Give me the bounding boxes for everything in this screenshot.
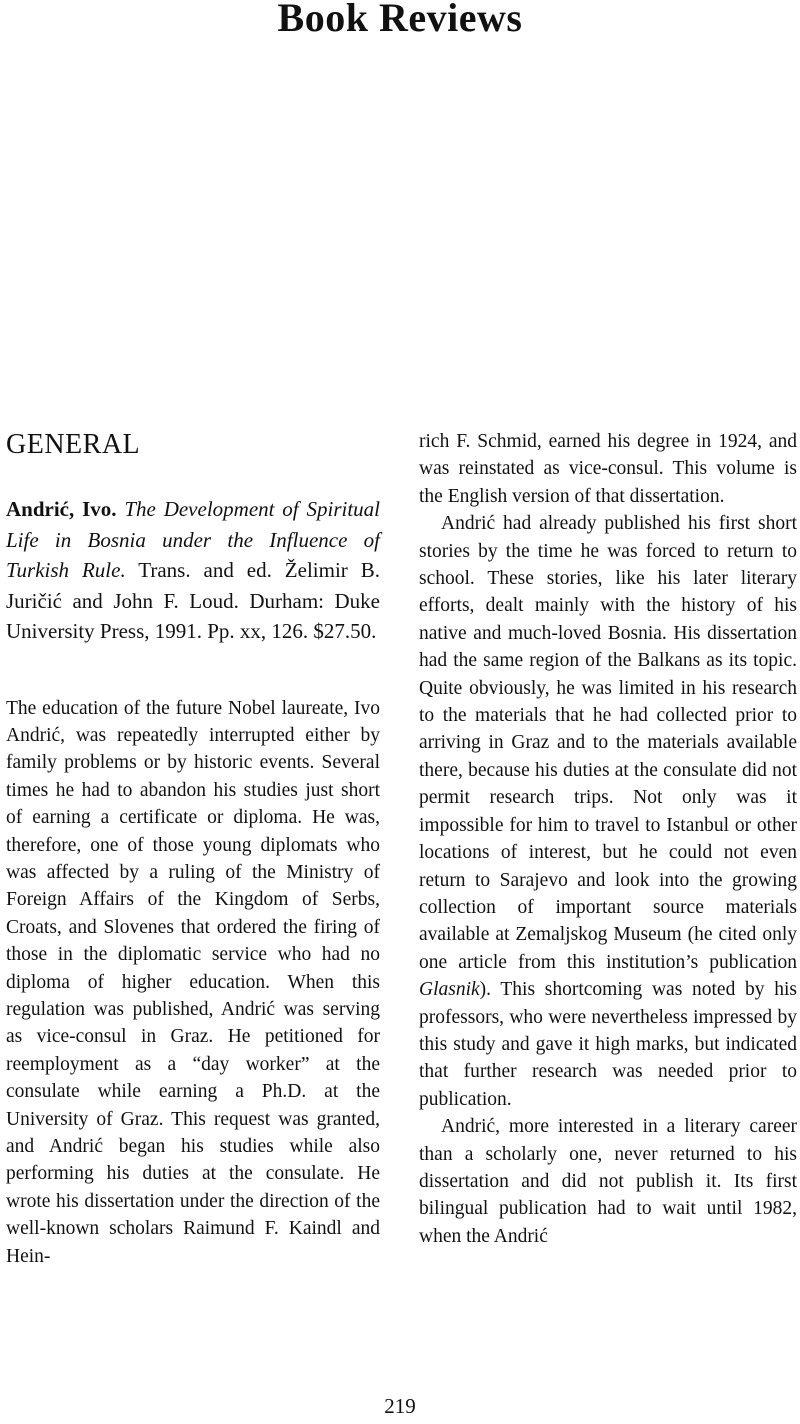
- book-citation: [6, 494, 380, 647]
- right-column: [419, 428, 797, 1250]
- citation-author: Andrić, Ivo.: [6, 497, 117, 521]
- review-paragraph-2: [419, 510, 797, 1113]
- section-heading: GENERAL: [6, 429, 141, 460]
- paragraph-2-text-b: ). This shortcoming was noted by his professors, who were nevertheless impressed by this study and gave it high marks, but indicated that further research was needed prior to publication.: [419, 979, 797, 1110]
- citation-book-title: The Development of Spiritual Life in Bosnia under the Influence of Turkish Rule.: [6, 497, 380, 582]
- paragraph-2-text-a: Andrić had already published his first short stories by the time he was forced to return to school. These stories, like his later literary efforts, dealt mainly with the history of his native and much-loved Bosnia. His dissertation had the same region of the Balkans as its topic. Quite obviously, he was limited in his research to the materials that he had collected prior to arriving in Graz and to the materials available there, because his duties at the consulate did not permit research trips. Not only was it impossible for him to travel to Istanbul or other locations of interest, but he could not even return to Sarajevo and look into the growing collection of important source materials available at Zemaljskog Museum (he cited only one article from this institution’s publication: [419, 513, 797, 973]
- left-column: [6, 428, 380, 1270]
- review-paragraph-3: Andrić, more interested in a literary career than a scholarly one, never returned to his dissertation and did not publish it. Its first bilingual publication had to wait until 1982, when the Andrić: [419, 1116, 797, 1247]
- citation-details: Trans. and ed. Želimir B. Juričić and John F. Loud. Durham: Duke University Press, 1991. Pp. xx, 126. $27.50.: [6, 558, 380, 643]
- journal-section-title: Book Reviews: [277, 0, 523, 40]
- page-number: 219: [384, 1394, 416, 1418]
- review-paragraph-1: The education of the future Nobel laureate, Ivo Andrić, was repeatedly interrupted either by family problems or by historic events. Several times he had to abandon his studies just short of earning a certificate or diploma. He was, therefore, one of those young diplomats who was affected by a ruling of the Ministry of Foreign Affairs of the Kingdom of Serbs, Croats, and Slovenes that ordered the firing of those in the diplomatic service who had no diploma of higher education. When this regulation was published, Andrić was serving as vice-consul in Graz. He petitioned for reemployment as a “day worker” at the consulate while earning a Ph.D. at the University of Graz. This request was granted, and Andrić began his studies while also performing his duties at the consulate. He wrote his dissertation under the direction of the well-known scholars Raimund F. Kaindl and Hein-: [6, 697, 380, 1267]
- review-paragraph-1-continued: rich F. Schmid, earned his degree in 1924, and was reinstated as vice-consul. This volume is the English version of that dissertation.: [419, 431, 797, 507]
- journal-name-glasnik: Glasnik: [419, 979, 480, 1001]
